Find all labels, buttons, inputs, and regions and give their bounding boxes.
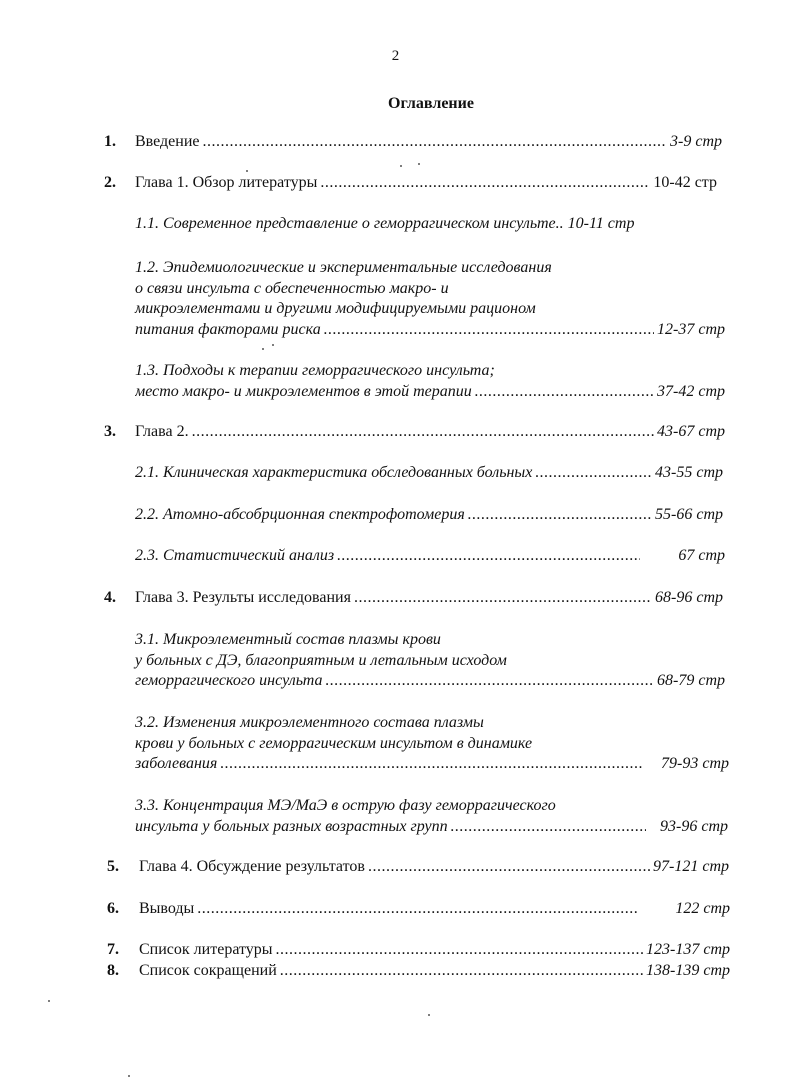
entry-number: 1. [104,133,116,150]
leader-dots [276,941,643,959]
entry-line [139,941,730,959]
leader-dots [203,133,668,151]
leader-dots [475,382,654,403]
entry-text-line: 1.3. Подходы к терапии геморрагического инсульта; [135,362,495,379]
toc-entry-2-1 [135,464,723,482]
toc-entry-2-2 [135,506,723,524]
entry-pages: 43-55 стр [655,464,723,481]
entry-pages: 10-42 стр [653,174,717,191]
entry-pages: 97-121 стр [653,858,729,875]
entry-line [135,754,729,775]
entry-pages: 3-9 стр [670,133,722,150]
entry-number: 7. [107,941,119,958]
scan-speck [400,165,402,167]
entry-pages: 68-96 стр [655,589,723,606]
scan-speck [262,348,264,350]
entry-text-line: у больных с ДЭ, благоприятным и летальным исходом [135,651,507,669]
scan-speck [48,1000,50,1002]
entry-line [135,423,725,441]
toc-entry-2-3 [135,547,725,565]
entry-pages: 12-37 стр [657,320,725,338]
entry-text: 1.1. Современное представление о геморрагическом инсульте.. [135,215,564,232]
entry-text-line: микроэлементами и другими модифицируемыми рационом [135,300,536,317]
entry-text: Список литературы [139,941,273,958]
entry-text: место макро- и микроэлементов в этой терапии [135,382,472,400]
entry-pages: 37-42 стр [657,382,725,400]
entry-number: 6. [107,900,119,917]
leader-dots [451,817,646,838]
scan-speck [272,344,274,346]
entry-text-line: 3.1. Микроэлементный состав плазмы крови [135,631,441,648]
page-number: 2 [391,48,400,64]
entry-text-line: о связи инсульта с обеспеченностью макро- и [135,279,449,297]
toc-entry-3-1 [135,630,725,692]
entry-line [135,320,725,341]
leader-dots [197,900,637,918]
scan-speck [428,1014,430,1016]
toc-entry-1-2 [135,258,725,340]
entry-text: Введение [135,133,200,150]
scan-speck [418,163,420,165]
entry-line [135,174,717,192]
leader-dots [280,962,643,980]
entry-text: инсульта у больных разных возрастных групп [135,817,448,835]
entry-number: 4. [104,589,116,606]
entry-text: Глава 1. Обзор литературы [135,174,318,191]
entry-text: Глава 4. Обсуждение результатов [139,858,365,875]
entry-pages: 138-139 стр [646,962,730,979]
entry-pages: 55-66 стр [655,506,723,523]
entry-pages: 123-137 стр [646,941,730,958]
entry-text: Список сокращений [139,962,277,979]
scan-speck [246,170,248,172]
entry-text-line: крови у больных с геморрагическим инсультом в динамике [135,734,533,752]
toc-entry-1-3 [135,361,725,402]
entry-pages: 79-93 стр [661,755,729,772]
leader-dots [468,506,652,524]
entry-number: 2. [104,174,116,191]
entry-line [139,900,730,918]
leader-dots [220,754,643,775]
entry-text: заболевания [135,755,218,772]
entry-number: 3. [104,423,116,440]
entry-text-line: 3.3. Концентрация МЭ/МаЭ в острую фазу геморрагического [135,797,556,814]
entry-pages: 122 стр [675,900,730,917]
entry-text: Выводы [139,900,195,917]
leader-dots [368,858,650,876]
entry-pages: 10-11 стр [567,215,635,232]
toc-entry-3-3 [135,796,728,837]
entry-text: питания факторами риска [135,320,321,338]
entry-pages: 93-96 стр [660,817,728,835]
entry-text: 2.3. Статистический анализ [135,547,335,564]
leader-dots [337,547,640,565]
toc-entry-3-2 [135,713,729,775]
entry-line [135,382,725,403]
entry-line [135,133,722,151]
scan-speck [128,1075,130,1077]
entry-text: геморрагического инсульта [135,672,323,689]
entry-text: 2.1. Клиническая характеристика обследованных больных [135,464,533,481]
entry-number: 5. [107,858,119,875]
toc-entry-1-1 [135,215,720,233]
leader-dots [535,464,652,482]
entry-line [139,858,729,876]
entry-text: Глава 2. [135,423,189,440]
leader-dots [192,423,654,441]
entry-text: Глава 3. Результы исследования [135,589,351,606]
entry-number: 8. [107,962,119,979]
leader-dots [324,320,654,341]
leader-dots [354,589,652,607]
entry-line [135,817,728,838]
entry-text: 2.2. Атомно-абсобрционная спектрофотомерия [135,506,465,523]
leader-dots [320,174,650,192]
entry-pages: 68-79 стр [657,672,725,689]
leader-dots [326,671,654,692]
entry-line [139,962,730,980]
entry-line [135,589,723,607]
page-title: Оглавление [388,95,474,112]
entry-line [135,671,725,692]
entry-pages: 43-67 стр [657,423,725,440]
entry-pages: 67 стр [678,547,725,564]
entry-text-line: 1.2. Эпидемиологические и экспериментальные исследования [135,259,552,276]
entry-text-line: 3.2. Изменения микроэлементного состава плазмы [135,714,484,731]
